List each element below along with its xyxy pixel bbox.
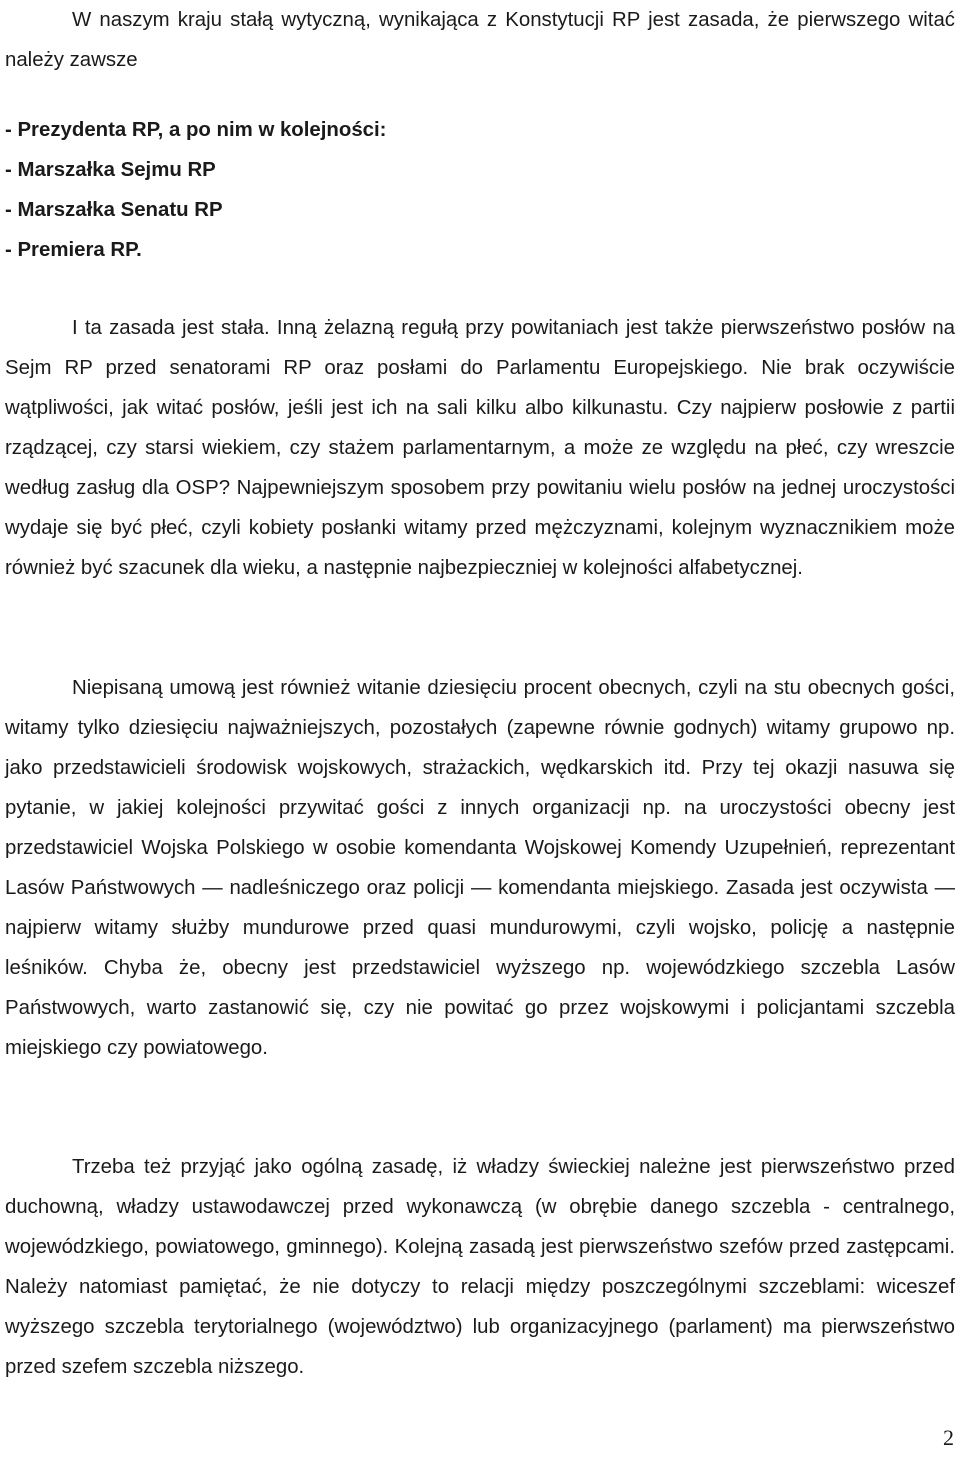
body-paragraph: I ta zasada jest stała. Inną żelazną regułą przy powitaniach jest także pierwszeństwo posłów na Sejm RP przed senatorami RP oraz posłami do Parlamentu Europejskiego. Nie brak oczywiście wątpliwości, jak witać posłów, jeśli jest ich na sali kilku albo kilkunastu. Czy najpierw posłowie z partii rządzącej, czy starsi wiekiem, czy stażem parlamentarnym, a może ze względu na płeć, czy wreszcie według zasług dla OSP? Najpewniejszym sposobem przy powitaniu wielu posłów na jednej uroczystości wydaje się być płeć, czyli kobiety posłanki witamy przed mężczyznami, kolejnym wyznacznikiem może również być szacunek dla wieku, a następnie najbezpieczniej w kolejności alfabetycznej. (5, 317, 955, 579)
list-item: - Marszałka Sejmu RP (5, 159, 216, 181)
body-paragraph: Niepisaną umową jest również witanie dziesięciu procent obecnych, czyli na stu obecnych gości, witamy tylko dziesięciu najważniejszych, pozostałych (zapewne równie godnych) witamy grupowo np. jako przedstawicieli środowisk wojskowych, strażackich, wędkarskich itd. Przy tej okazji nasuwa się pytanie, w jakiej kolejności przywitać gości z innych organizacji np. na uroczystości obecny jest przedstawiciel Wojska Polskiego w osobie komendanta Wojskowej Komendy Uzupełnień, reprezentant Lasów Państwowych — nadleśniczego oraz policji — komendanta miejskiego. Zasada jest oczywista — najpierw witamy służby mundurowe przed quasi mundurowymi, czyli wojsko, policję a następnie leśników. Chyba że, obecny jest przedstawiciel wyższego np. wojewódzkiego szczebla Lasów Państwowych, warto zastanowić się, czy nie powitać go przez wojskowymi i policjantami szczebla miejskiego czy powiatowego. (5, 677, 955, 1059)
body-paragraph: Trzeba też przyjąć jako ogólną zasadę, iż władzy świeckiej należne jest pierwszeństwo przed duchowną, władzy ustawodawczej przed wykonawczą (w obrębie danego szczebla - centralnego, wojewódzkiego, powiatowego, gminnego). Kolejną zasadą jest pierwszeństwo szefów przed zastępcami. Należy natomiast pamiętać, że nie dotyczy to relacji między poszczególnymi szczeblami: wiceszef wyższego szczebla terytorialnego (województwo) lub organizacyjnego (parlament) ma pierwszeństwo przed szefem szczebla niższego. (5, 1156, 955, 1378)
precedence-list (5, 110, 955, 270)
list-item: - Premiera RP. (5, 239, 142, 261)
list-item: - Prezydenta RP, a po nim w kolejności: (5, 119, 387, 141)
list-item: - Marszałka Senatu RP (5, 199, 223, 221)
page-number: 2 (943, 1425, 954, 1450)
intro-paragraph: W naszym kraju stałą wytyczną, wynikająca z Konstytucji RP jest zasada, że pierwszego witać należy zawsze (5, 9, 955, 71)
